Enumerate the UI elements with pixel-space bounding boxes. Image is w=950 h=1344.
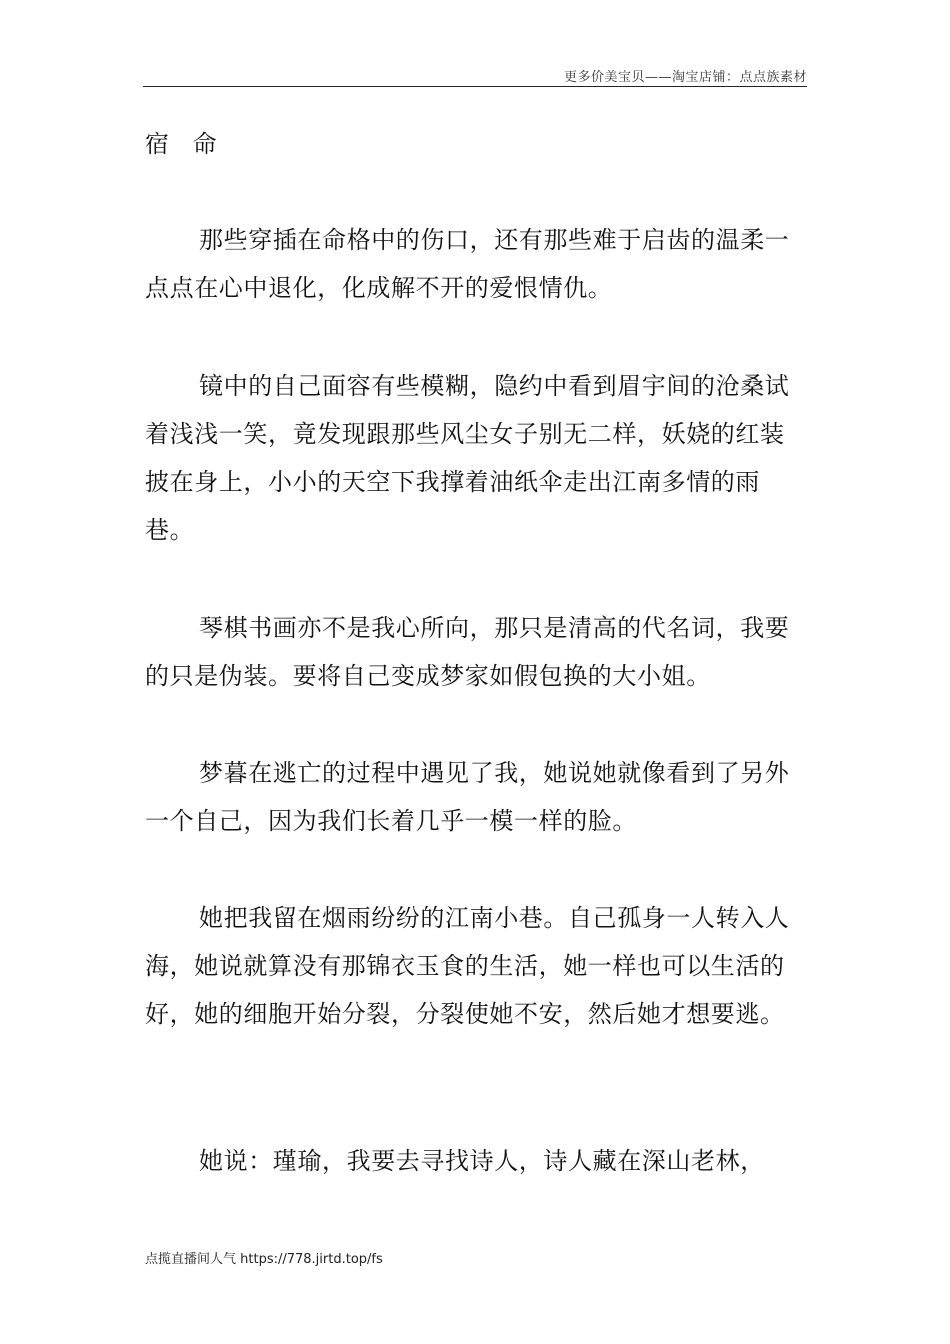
- paragraph-1: 那些穿插在命格中的伤口，还有那些难于启齿的温柔一点点在心中退化，化成解不开的爱恨情仇。: [145, 226, 790, 302]
- paragraph-5: 她把我留在烟雨纷纷的江南小巷。自己孤身一人转入人海，她说就算没有那锦衣玉食的生活，她一样也可以生活的好，她的细胞开始分裂，分裂使她不安，然后她才想要逃。: [145, 904, 790, 1028]
- document-title: 宿 命: [145, 130, 225, 158]
- header-divider: [143, 86, 807, 87]
- paragraph-3: 琴棋书画亦不是我心所向，那只是清高的代名词，我要的只是伪装。要将自己变成梦家如假包换的大小姐。: [145, 614, 790, 690]
- paragraph-2: 镜中的自己面容有些模糊，隐约中看到眉宇间的沧桑试着浅浅一笑，竟发现跟那些风尘女子别无二样，妖娆的红装披在身上，小小的天空下我撑着油纸伞走出江南多情的雨巷。: [145, 372, 790, 544]
- paragraph-4: 梦暮在逃亡的过程中遇见了我，她说她就像看到了另外一个自己，因为我们长着几乎一模一样的脸。: [145, 759, 790, 835]
- paragraph-6: 她说：瑾瑜，我要去寻找诗人，诗人藏在深山老林，: [199, 1147, 765, 1175]
- page-header-text: 更多价美宝贝——淘宝店铺：点点族素材: [563, 70, 807, 85]
- page-footer-link[interactable]: 点揽直播间人气 https://778.jirtd.top/fs: [145, 1252, 383, 1267]
